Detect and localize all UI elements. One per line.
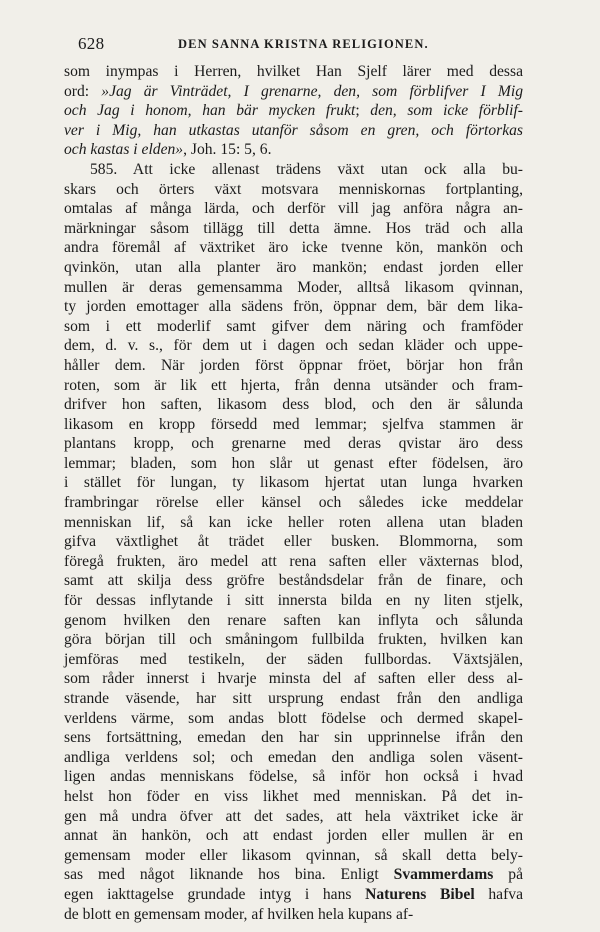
text-line	[64, 395, 523, 415]
text-span: frambringar rörelse eller känsel och således icke meddelar	[64, 494, 523, 512]
text-span: som i ett moderlif samt gifver dem näring och framföder	[64, 317, 523, 335]
text-line	[64, 669, 523, 689]
text-span: göra början till och småningom fullbilda frukten, hvilken kan	[64, 631, 523, 649]
text-line	[64, 82, 523, 102]
text-span: dem, d. v. s., för dem ut i dagen och sedan kläder och uppe-	[64, 337, 523, 355]
body-text	[64, 62, 523, 924]
text-line	[64, 650, 523, 670]
text-span: likasom en kropp försedd med lemmar; sjelfva stammen är	[64, 415, 523, 433]
text-line	[64, 513, 523, 533]
text-line	[64, 709, 523, 729]
text-line	[64, 728, 523, 748]
text-line	[64, 199, 523, 219]
text-span: drifver hon saften, likasom dess blod, och den är sålunda	[64, 396, 523, 414]
text-span: som inympas i Herren, hvilket Han Sjelf lärer med dessa	[64, 63, 523, 80]
text-line	[64, 885, 523, 905]
text-line	[64, 591, 523, 611]
text-span: qvinkön, utan alla planter äro mankön; endast jorden eller	[64, 258, 523, 276]
text-line	[64, 101, 523, 121]
text-span: i stället för lungan, ty likasom hjertat utan lunga hvarken	[64, 474, 523, 492]
text-line	[64, 787, 523, 807]
text-line	[64, 238, 523, 258]
text-line	[64, 121, 523, 141]
text-span: skars och örters växt motsvara menniskornas fortplanting,	[64, 180, 523, 198]
text-span: föregå frukten, äro medel att rena saften eller växternas blod,	[64, 552, 523, 570]
text-span: märkningar såsom tillägg till detta ämne. Hos träd och alla	[64, 219, 523, 237]
text-line	[64, 826, 523, 846]
text-span: jemföras med testikeln, der säden fullbordas. Växtsjälen,	[64, 650, 523, 668]
text-line	[64, 532, 523, 552]
text-span: sas med något liknande hos bina. Enligt	[64, 866, 394, 884]
text-span: sens fortsättning, emedan den har sin upprinnelse ifrån den	[64, 729, 523, 747]
text-span: egen iakttagelse grundade intyg i hans	[64, 885, 366, 903]
text-line	[64, 552, 523, 572]
text-span: gen må undra öfver att det sades, att hela växtriket icke är	[64, 807, 523, 825]
italic-text: »Jag är Vinträdet, I grenarne, den, som förblifver I Mig	[101, 82, 523, 100]
text-line	[64, 807, 523, 827]
italic-text: den, som icke förblif-	[370, 102, 523, 120]
text-span: samt att skilja dess gröfre beståndsdelar från de finare, och	[64, 572, 523, 590]
text-span: mullen är deras gemensamma Moder, alltså likasom qvinnan,	[64, 278, 523, 296]
text-line	[64, 846, 523, 866]
text-span: hafva	[474, 885, 523, 903]
bold-text: Naturens Bibel	[365, 885, 475, 903]
text-line	[64, 336, 523, 356]
text-span: helst hon föder en viss likhet med menniskan. På det in-	[64, 787, 523, 805]
text-line	[64, 180, 523, 200]
text-line	[64, 611, 523, 631]
text-span: ;	[355, 102, 371, 120]
text-line	[64, 160, 523, 180]
text-line	[64, 140, 523, 160]
page-header	[78, 34, 528, 56]
text-span: genom hvilken den renare saften kan inflyta och sålunda	[64, 611, 523, 629]
text-span: gifva växtlighet åt trädet eller busken. Blommorna, som	[64, 533, 523, 551]
text-line	[64, 297, 523, 317]
text-span: omtalas af många lärda, och derför vill jag anföra några an-	[64, 200, 523, 218]
text-line	[64, 258, 523, 278]
text-line	[64, 865, 523, 885]
text-span: strande väsende, har sitt ursprung endast från den andliga	[64, 690, 523, 707]
text-span: lemmar; bladen, som hon slår ut genast efter födelsen, äro	[64, 454, 523, 472]
text-span: ty jorden emottager alla sädens frön, öppnar dem, bär dem lika-	[64, 298, 523, 316]
text-line	[64, 689, 523, 709]
text-line	[64, 493, 523, 513]
text-span: som råder innerst i hvarje minsta del af saften eller dess al-	[64, 670, 523, 688]
text-span: annat än hankön, och att endast jorden eller mullen är en	[64, 827, 523, 845]
text-line	[64, 62, 523, 82]
text-span: andliga verldens sol; och emedan den andliga solen väsent-	[64, 748, 523, 766]
text-span: ligen andas menniskans födelse, så inför hon också i hvad	[64, 768, 523, 786]
text-line	[64, 434, 523, 454]
text-line	[64, 905, 523, 925]
text-line	[64, 473, 523, 493]
text-span: på	[493, 866, 523, 884]
text-line	[64, 630, 523, 650]
text-line	[64, 415, 523, 435]
text-span: gemensam moder eller likasom qvinnan, så skall detta bely-	[64, 846, 523, 864]
text-span: , Joh. 15: 5, 6.	[183, 141, 272, 159]
text-span: andra föremål af växtriket äro icke tvenne kön, mankön och	[64, 239, 523, 257]
text-span: ord:	[64, 82, 102, 100]
text-line	[64, 356, 523, 376]
text-span: menniskan lif, så kan icke heller roten allena utan bladen	[64, 513, 523, 531]
text-span: håller dem. När jorden först öppnar fröet, börjar hon från	[64, 356, 523, 374]
text-span: 585. Att icke allenast trädens växt utan ock alla bu-	[90, 160, 523, 178]
italic-text: och kastas i elden»	[64, 141, 184, 159]
text-span: roten, som är lik ett hjerta, från denna utsänder och fram-	[64, 376, 523, 394]
text-line	[64, 571, 523, 591]
text-span: plantans kropp, och grenarne med deras qvistar äro dess	[64, 435, 523, 453]
text-span: de blott en gemensam moder, af hvilken hela kupans af-	[64, 905, 414, 923]
running-title: DEN SANNA KRISTNA RELIGIONEN.	[178, 37, 429, 51]
italic-text: och Jag i honom, han bär mycken frukt	[64, 102, 356, 120]
bold-text: Svammerdams	[393, 866, 494, 884]
text-span: för dessas inflytande i sitt innersta bilda en ny liten stjelk,	[64, 592, 523, 610]
text-line	[64, 376, 523, 396]
text-line	[64, 278, 523, 298]
text-line	[64, 748, 523, 768]
text-line	[64, 317, 523, 337]
text-line	[64, 767, 523, 787]
text-span: verldens värme, som andas blott födelse och dermed skapel-	[64, 709, 523, 727]
page-number: 628	[78, 34, 105, 53]
text-line	[64, 219, 523, 239]
italic-text: ver i Mig, han utkastas utanför såsom en gren, och förtorkas	[64, 121, 523, 139]
text-line	[64, 454, 523, 474]
